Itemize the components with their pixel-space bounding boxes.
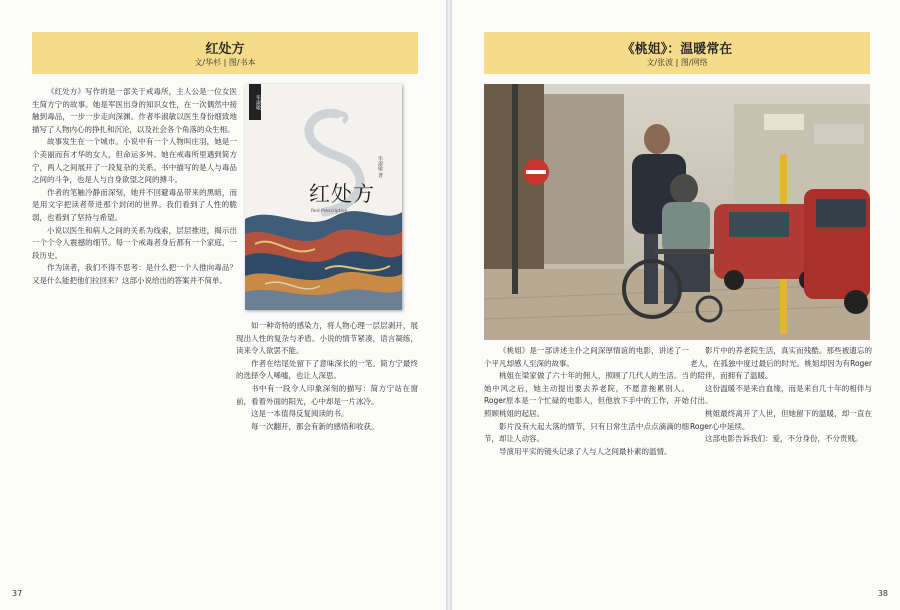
series-band: 毕淑敏 [249, 84, 261, 120]
right-page [452, 0, 900, 610]
article-header-banner [484, 32, 870, 74]
article-title: 《桃姐》：温暖常在 [621, 42, 733, 57]
article-text-column-2 [236, 320, 418, 560]
paragraph: 导演用平实的镜头记录了人与人之间最朴素的温情。 [499, 446, 672, 456]
paragraph: 故事发生在一个城市。小说中有一个人物叫庄羽，她是一个美丽而有才华的女人，但命运多舛。她在戒毒所里遇到简方宁，两人之间展开了一段复杂的关系。书中描写的是人与毒品之间的斗争，也是人与自身欲望之间的搏斗。 [32, 137, 237, 185]
article-text-column-1 [484, 345, 689, 585]
left-page [0, 0, 446, 610]
paragraph: 作者在结尾处留下了意味深长的一笔。简方宁最终的选择令人唏嘘，也让人深思。 [236, 358, 418, 381]
paragraph: 作者的笔触冷静而深刻，她并不回避毒品带来的黑暗，而是用文字把读者带进那个封闭的世界。我们看到了人性的脆弱，也看到了坚持与希望。 [32, 187, 237, 222]
movie-still-photo [484, 84, 870, 340]
article-header-banner [32, 32, 418, 74]
paragraph: 影片没有大起大落的情节，只有日常生活中点点滴滴的细节，却让人动容。 [484, 421, 689, 444]
page-number: 38 [877, 589, 888, 598]
cover-author: 毕淑敏 著 [377, 156, 383, 178]
article-title: 红处方 [205, 42, 245, 57]
page-number: 37 [12, 589, 23, 598]
article-text-column-1 [32, 86, 237, 580]
paragraph: 如一种奇特的感染力，将人物心理一层层剥开，展现出人性的复杂与矛盾。小说的情节紧凑，语言凝练，读来令人欲罢不能。 [236, 321, 418, 356]
paragraph: 书中有一段令人印象深刻的描写：简方宁站在窗前，看着外面的阳光，心中却是一片冰冷。 [236, 383, 418, 406]
paragraph: 这是一本值得反复阅读的书。 [251, 409, 349, 419]
book-cover-image [245, 84, 402, 310]
paragraph: 《桃姐》是一部讲述主仆之间深厚情谊的电影，讲述了一个平凡却感人至深的故事。 [484, 346, 689, 368]
paragraph: 《红处方》写作的是一部关于戒毒所，主人公是一位女医生简方宁的故事。她是军医出身的知识女性，在一次偶然中接触到毒品，一步一步走向深渊。作者毕淑敏以医生身份细致地描写了人物内心的挣扎和沉沦，以及社会各个角落的众生相。 [32, 87, 237, 134]
paragraph: 影片中的养老院生活，真实而残酷。那些被遗忘的老人，在孤独中度过最后的时光。桃姐却因为有Roger的陪伴，而拥有了温暖。 [690, 346, 872, 381]
article-byline: 文/华杉 | 图/书本 [194, 58, 256, 67]
paragraph: 每一次翻开，都会有新的感悟和收获。 [251, 421, 379, 431]
paragraph: 作为读者，我们不得不思考：是什么把一个人推向毒品？又是什么能把他们拉回来？这部小说给出的答案并不简单。 [32, 263, 237, 285]
paragraph: 小说以医生和病人之间的关系为线索，层层推进，揭示出一个个令人震撼的细节。每一个戒毒者身后都有一个家庭，一段历史。 [32, 225, 237, 260]
paragraph: 这份温暖不是来自血缘，而是来自几十年的相伴与付出。 [690, 383, 872, 406]
street-scene-image [484, 84, 870, 340]
cover-subtitle: Red Prescription [311, 209, 348, 214]
paragraph: 桃姐在梁家做了六十年的佣人，照顾了几代人的生活。当她中风之后，她主动提出要去养老院，不愿意拖累别人。Roger原本是一个忙碌的电影人，但他放下手中的工作，开始照顾桃姐的起居。 [484, 371, 689, 418]
article-byline: 文/张波 | 图/网络 [646, 58, 708, 67]
paragraph: 这部电影告诉我们：爱，不分身份，不分贵贱。 [705, 434, 863, 444]
article-text-column-2 [690, 345, 872, 585]
paragraph: 桃姐最终离开了人世，但她留下的温暖，却一直在Roger心中延续。 [690, 408, 872, 431]
cover-title: 红处方 [309, 182, 375, 206]
